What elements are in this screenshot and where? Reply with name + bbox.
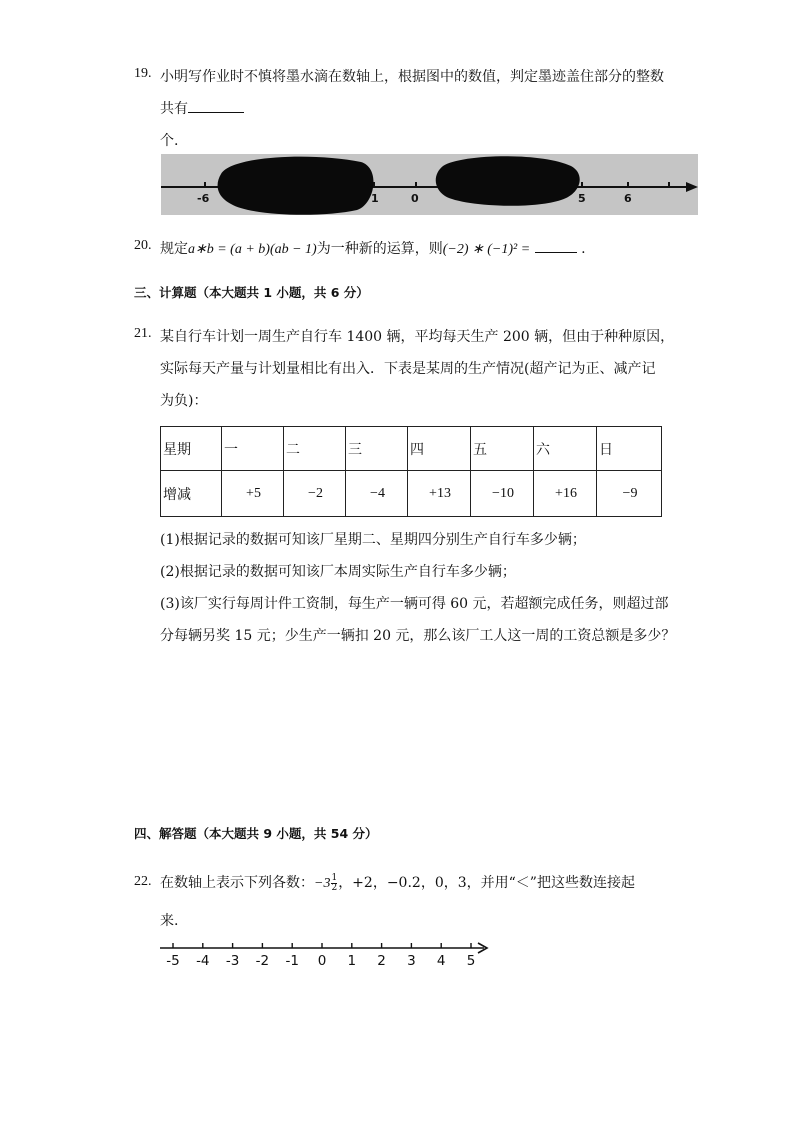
sub-question: (1)根据记录的数据可知该厂星期二、星期四分别生产自行车多少辆； bbox=[160, 532, 586, 548]
number-line bbox=[158, 938, 493, 970]
question-text: 为负)： bbox=[160, 393, 208, 409]
period: . bbox=[581, 241, 586, 257]
sub-question: 分每辆另奖 15 元；少生产一辆扣 20 元，那么该厂工人这一周的工资总额是多少？ bbox=[160, 628, 676, 644]
question-text-line2 bbox=[160, 98, 244, 118]
tick-label: -5 bbox=[166, 953, 180, 969]
question-number: 19. bbox=[134, 66, 152, 81]
table-cell: −4 bbox=[346, 471, 408, 517]
tick-label: 4 bbox=[436, 953, 446, 969]
fraction-denominator: 2 bbox=[331, 882, 338, 893]
question-text: 来. bbox=[160, 913, 179, 929]
axis-label: 5 bbox=[578, 192, 586, 205]
answer-blank[interactable] bbox=[188, 98, 244, 113]
table-cell: 四 bbox=[408, 427, 471, 471]
number-line-photo bbox=[161, 154, 698, 215]
tick-label: 0 bbox=[317, 953, 327, 969]
question-number: 22. bbox=[134, 874, 152, 889]
table-cell: 六 bbox=[534, 427, 597, 471]
question-text: 某自行车计划一周生产自行车 1400 辆，平均每天生产 200 辆，但由于种种原因， bbox=[160, 329, 675, 345]
tick-label: 1 bbox=[347, 953, 357, 969]
tick-label: 5 bbox=[466, 953, 476, 969]
inked-number-line-image bbox=[161, 154, 698, 215]
table-cell: 星期 bbox=[161, 427, 222, 471]
tick-label: -3 bbox=[225, 953, 240, 969]
table-cell: −9 bbox=[597, 471, 662, 517]
question-number: 20. bbox=[134, 238, 152, 253]
table-cell: +13 bbox=[408, 471, 471, 517]
axis-label: -6 bbox=[197, 192, 210, 205]
question-text: 在数轴上表示下列各数： bbox=[160, 875, 314, 891]
question-text-line bbox=[160, 872, 635, 893]
question-text-line3: 个. bbox=[160, 133, 179, 149]
table-cell: 三 bbox=[346, 427, 408, 471]
question-text: 实际每天产量与计划量相比有出入．下表是某周的生产情况(超产记为正、减产记 bbox=[160, 361, 656, 377]
table-cell: +5 bbox=[222, 471, 284, 517]
number-line-svg bbox=[158, 938, 493, 970]
tick-label: 3 bbox=[407, 953, 416, 969]
fraction bbox=[331, 874, 337, 893]
table-cell: 二 bbox=[284, 427, 346, 471]
question-text: 规定 bbox=[160, 241, 188, 257]
production-table bbox=[160, 426, 662, 517]
table-cell: −10 bbox=[471, 471, 534, 517]
question-text-line bbox=[160, 238, 586, 258]
table-header-row bbox=[161, 427, 662, 471]
question-text: 共有 bbox=[160, 101, 188, 117]
sub-question: (2)根据记录的数据可知该厂本周实际生产自行车多少辆； bbox=[160, 564, 516, 580]
table-cell: −2 bbox=[284, 471, 346, 517]
tick-label: -4 bbox=[196, 953, 210, 969]
tick-label: -2 bbox=[255, 953, 270, 969]
tick-label: 2 bbox=[377, 953, 386, 969]
fraction-numerator: 1 bbox=[331, 872, 338, 883]
table-cell: 日 bbox=[597, 427, 662, 471]
question-text: 为一种新的运算，则 bbox=[316, 241, 443, 257]
answer-blank[interactable] bbox=[535, 238, 577, 253]
question-number: 21. bbox=[134, 326, 152, 341]
mixed-number-whole: −3 bbox=[314, 876, 331, 891]
table-row bbox=[161, 471, 662, 517]
table-cell: 一 bbox=[222, 427, 284, 471]
expression: (−2) ∗ (−1)² = bbox=[442, 242, 531, 257]
axis-label: 1 bbox=[371, 192, 379, 205]
table-cell: +16 bbox=[534, 471, 597, 517]
section-title: 三、计算题（本大题共 1 小题，共 6 分） bbox=[134, 285, 369, 300]
axis-label: 6 bbox=[624, 192, 632, 205]
question-text: 小明写作业时不慎将墨水滴在数轴上，根据图中的数值，判定墨迹盖住部分的整数 bbox=[160, 69, 664, 85]
tick-label: -1 bbox=[285, 953, 299, 969]
sub-question: (3)该厂实行每周计件工资制，每生产一辆可得 60 元，若超额完成任务，则超过部 bbox=[160, 596, 669, 612]
section-title: 四、解答题（本大题共 9 小题，共 54 分） bbox=[134, 826, 378, 841]
table-cell: 增减 bbox=[161, 471, 222, 517]
table-cell: 五 bbox=[471, 427, 534, 471]
question-text: ，+2，−0.2，0，3，并用“＜”把这些数连接起 bbox=[338, 875, 635, 891]
axis-label: 0 bbox=[411, 192, 419, 205]
formula: a∗b = (a + b)(ab − 1) bbox=[188, 242, 317, 257]
